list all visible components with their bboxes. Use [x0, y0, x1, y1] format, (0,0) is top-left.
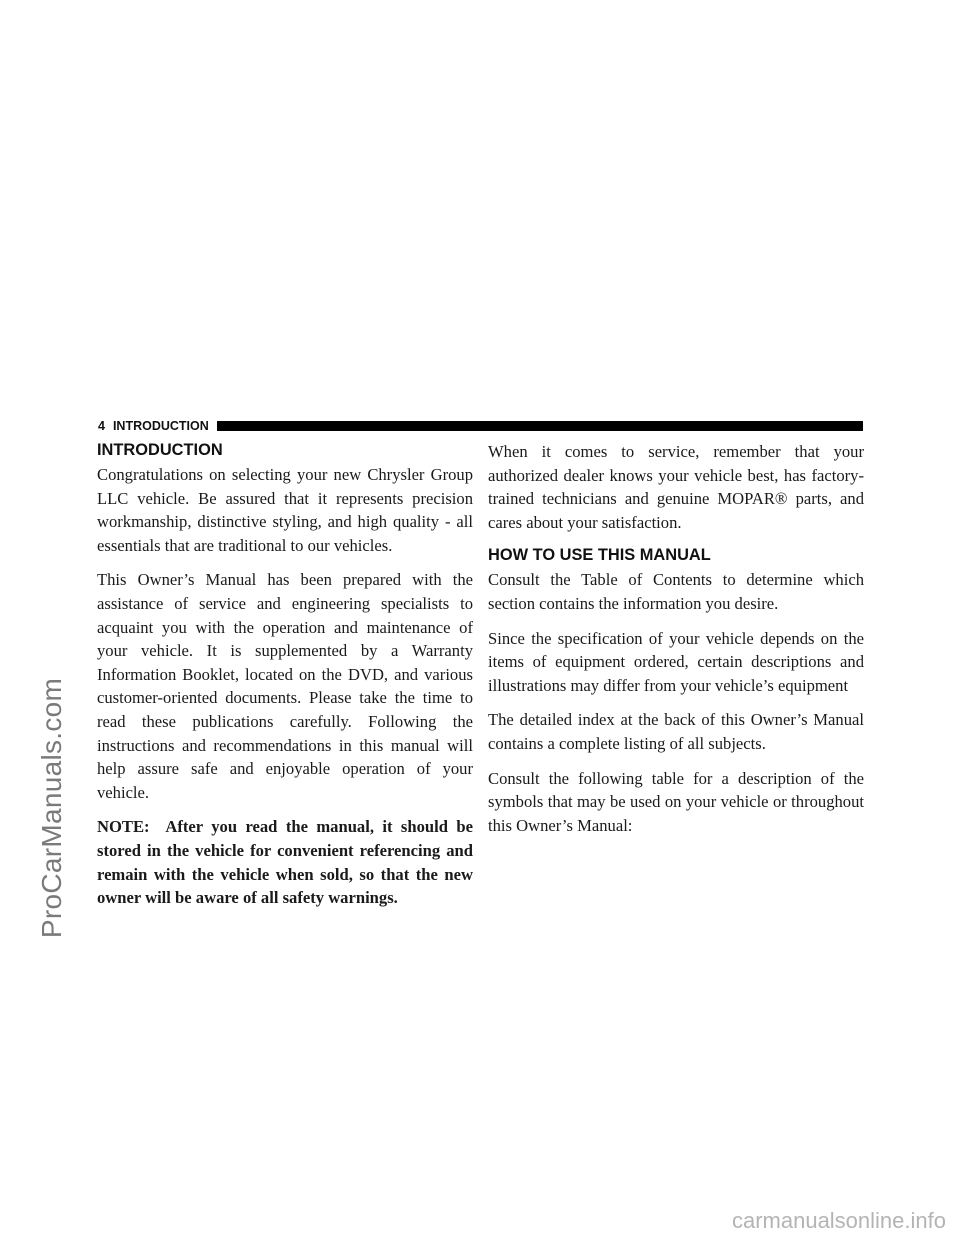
page-number: 4 [98, 419, 105, 433]
paragraph: When it comes to service, remember that your authorized dealer knows your vehicle best, has factory-trained technicians and genuine MOPAR® parts, and cares about your satisfaction. [488, 442, 864, 532]
right-column [488, 440, 864, 848]
left-column [97, 440, 473, 921]
section-heading-introduction: INTRODUCTION [97, 441, 223, 459]
paragraph: Consult the Table of Contents to determine which section contains the information you desire. [488, 570, 864, 613]
paragraph: The detailed index at the back of this Owner’s Manual contains a complete listing of all subjects. [488, 710, 864, 753]
paragraph: Since the specification of your vehicle depends on the items of equipment ordered, certain descriptions and illustrations may differ from your vehicle’s equipment [488, 628, 864, 695]
section-heading-how-to-use: HOW TO USE THIS MANUAL [488, 546, 711, 565]
paragraph: Congratulations on selecting your new Chrysler Group LLC vehicle. Be assured that it represents precision workmanship, distinctive styling, and high quality - all essentials that are traditional to our vehicles. [97, 465, 473, 555]
side-watermark-text: ProCarManuals.com [36, 677, 67, 939]
running-header-title: INTRODUCTION [112, 419, 209, 433]
paragraph: Consult the following table for a description of the symbols that may be used on your vehicle or throughout this Owner’s Manual: [488, 768, 864, 835]
paragraph: This Owner’s Manual has been prepared with the assistance of service and engineering specialists to acquaint you with the operation and maintenance of your vehicle. It is supplemented by a Warranty Information Booklet, located on the DVD, and various customer-oriented documents. Please take the time to read these publications carefully. Following the instructions and recommendations in this manual will help assure safe and enjoyable operation of your vehicle. [97, 570, 473, 802]
note-paragraph: NOTE: After you read the manual, it should be stored in the vehicle for convenient referencing and remain with the vehicle when sold, so that the new owner will be aware of all safety warnings. [97, 817, 473, 908]
header-rule [217, 421, 863, 431]
footer-watermark: carmanualsonline.info [731, 1208, 946, 1233]
running-header [98, 419, 863, 433]
